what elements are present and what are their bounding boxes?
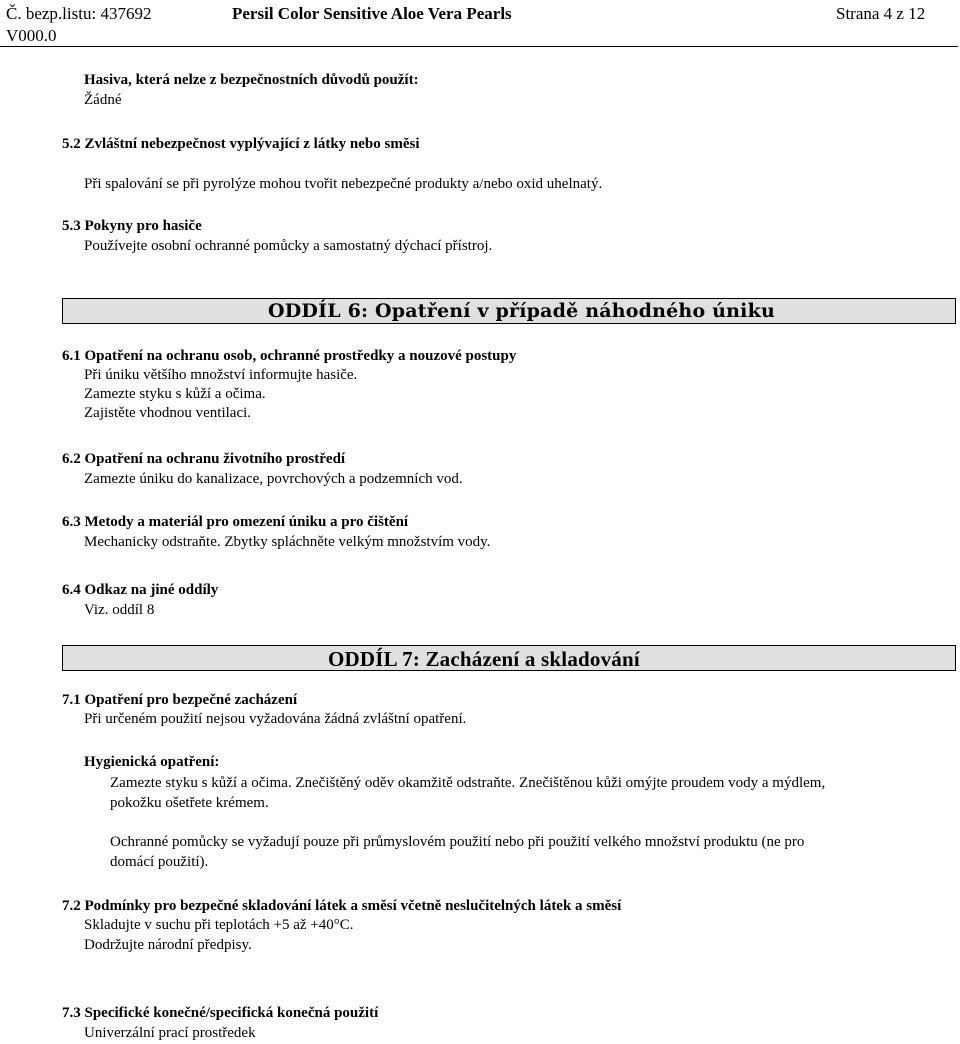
section-7-title: ODDÍL 7: Zacházení a skladování xyxy=(328,647,640,671)
product-name: Persil Color Sensitive Aloe Vera Pearls xyxy=(232,4,512,23)
section-6-4-title: 6.4 Odkaz na jiné oddíly xyxy=(62,582,219,598)
section-5-3-title: 5.3 Pokyny pro hasiče xyxy=(62,218,202,234)
unsuitable-media-value: Žádné xyxy=(84,92,122,108)
section-6-1-title: 6.1 Opatření na ochranu osob, ochranné prostředky a nouzové postupy xyxy=(62,348,517,364)
section-6-1-line: Zajistěte vhodnou ventilaci. xyxy=(84,405,252,421)
section-6-2-text: Zamezte úniku do kanalizace, povrchových a podzemních vod. xyxy=(84,471,463,487)
section-6-2-title: 6.2 Opatření na ochranu životního prostředí xyxy=(62,451,346,467)
protective-equipment-text: domácí použití). xyxy=(110,854,209,870)
protective-equipment-text: Ochranné pomůcky se vyžadují pouze při průmyslovém použití nebo při použití velkého množství produktu (ne pro xyxy=(110,834,805,850)
section-5-3-text: Používejte osobní ochranné pomůcky a samostatný dýchací přístroj. xyxy=(84,238,493,254)
section-6-title: ODDÍL 6: Opatření v případě náhodného úniku xyxy=(268,300,775,322)
section-7-1-title: 7.1 Opatření pro bezpečné zacházení xyxy=(62,692,298,708)
page-number: Strana 4 z 12 xyxy=(836,4,926,23)
section-7-2-title: 7.2 Podmínky pro bezpečné skladování látek a směsí včetně neslučitelných látek a směsí xyxy=(62,898,622,914)
hygiene-text: pokožku ošetřete krémem. xyxy=(110,795,269,811)
sheet-number: Č. bezp.listu: 437692 xyxy=(6,4,152,23)
header-rule xyxy=(0,46,958,47)
section-7-2-text: Dodržujte národní předpisy. xyxy=(84,937,252,953)
section-6-3-title: 6.3 Metody a materiál pro omezení úniku a pro čištění xyxy=(62,514,409,530)
section-6-1-line: Zamezte styku s kůží a očima. xyxy=(84,386,266,402)
section-7-3-title: 7.3 Specifické konečné/specifická konečná použití xyxy=(62,1005,379,1021)
section-6-1-line: Při úniku většího množství informujte hasiče. xyxy=(84,367,358,383)
unsuitable-media-title: Hasiva, která nelze z bezpečnostních důvodů použít: xyxy=(84,72,419,88)
section-7-1-text: Při určeném použití nejsou vyžadována žádná zvláštní opatření. xyxy=(84,711,467,727)
hygiene-text: Zamezte styku s kůží a očima. Znečištěný oděv okamžitě odstraňte. Znečištěnou kůži omýjte proudem vody a mýdlem, xyxy=(110,775,826,791)
version: V000.0 xyxy=(6,26,57,45)
section-7-2-text: Skladujte v suchu při teplotách +5 až +40°C. xyxy=(84,917,354,933)
section-6-4-text: Viz. oddíl 8 xyxy=(84,602,155,618)
section-7-3-text: Univerzální prací prostředek xyxy=(84,1025,256,1041)
section-5-2-text: Při spalování se při pyrolýze mohou tvořit nebezpečné produkty a/nebo oxid uhelnatý. xyxy=(84,176,603,192)
section-5-2-title: 5.2 Zvláštní nebezpečnost vyplývající z látky nebo směsi xyxy=(62,136,420,152)
hygiene-title: Hygienická opatření: xyxy=(84,754,220,770)
section-6-3-text: Mechanicky odstraňte. Zbytky spláchněte velkým množstvím vody. xyxy=(84,534,491,550)
